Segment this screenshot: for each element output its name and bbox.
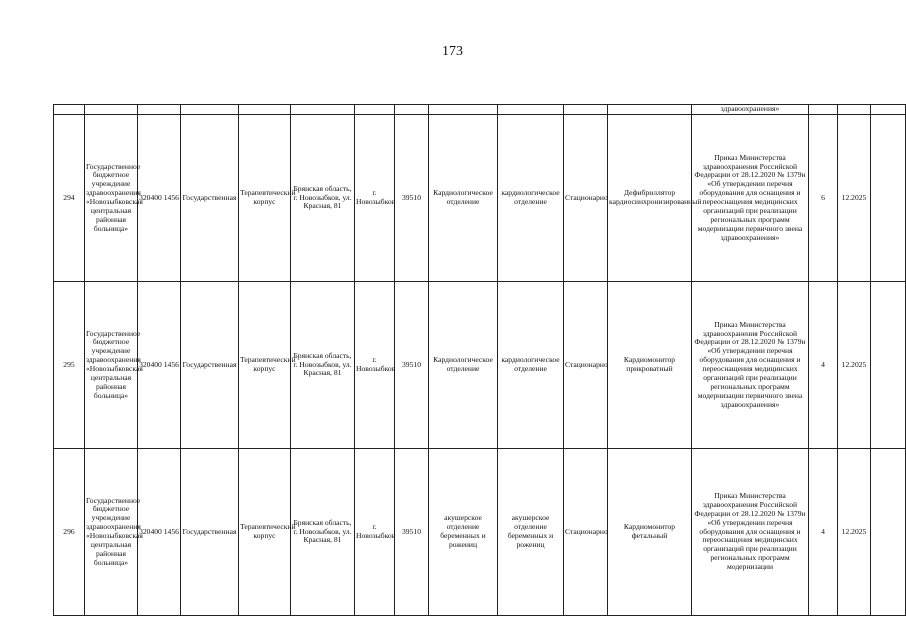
building-cell: Терапевтический корпус [239,282,291,449]
table-cell [871,105,906,115]
table-row [54,449,906,616]
profile-cell: кардиологическое отделение [498,115,564,282]
ownership-cell: Государственная [181,115,239,282]
page-number: 173 [442,44,463,59]
table-cell [181,105,239,115]
table-row [54,115,906,282]
zip-cell: 39510 [395,449,429,616]
institution-cell: Государственное бюджетное учреждение здравоохранения «Новозыбковская центральная районная больница» [85,449,138,616]
table-cell [429,105,498,115]
table-cell [809,105,838,115]
quantity-cell: 4 [809,449,838,616]
equipment-cell: Дефибриллятор кардиосинхронизированный [608,115,692,282]
table-row-continuation [54,105,906,115]
table-cell [608,105,692,115]
date-cell: 12.2025 [838,282,871,449]
address-cell: Брянская область, г. Новозыбков, ул. Красная, 81 [291,449,355,616]
city-cell: г. Новозыбков [355,115,395,282]
table-cell [871,282,906,449]
ownership-cell: Государственная [181,449,239,616]
equipment-cell: Кардиомонитор фетальный [608,449,692,616]
department-cell: акушерское отделение беременных и рожениц [429,449,498,616]
zip-cell: 39510 [395,115,429,282]
code-cell: 320400 1456 [138,449,181,616]
care-cell: Стационарно [564,449,608,616]
table-cell [355,105,395,115]
code-cell: 320400 1456 [138,115,181,282]
zip-cell: 39510 [395,282,429,449]
address-cell: Брянская область, г. Новозыбков, ул. Красная, 81 [291,115,355,282]
table-cell [54,105,85,115]
row-number: 294 [54,115,85,282]
table-cell [871,115,906,282]
ownership-cell: Государственная [181,282,239,449]
table-cell [239,105,291,115]
institution-cell: Государственное бюджетное учреждение здравоохранения «Новозыбковская центральная районная больница» [85,282,138,449]
order-cell: здравоохранения» [692,105,809,115]
date-cell: 12.2025 [838,115,871,282]
table-row [54,282,906,449]
equipment-table [53,104,906,616]
code-cell: 320400 1456 [138,282,181,449]
quantity-cell: 6 [809,115,838,282]
table-cell [395,105,429,115]
city-cell: г. Новозыбков [355,282,395,449]
care-cell: Стационарно [564,282,608,449]
building-cell: Терапевтический корпус [239,449,291,616]
table-cell [85,105,138,115]
quantity-cell: 4 [809,282,838,449]
care-cell: Стационарно [564,115,608,282]
profile-cell: акушерское отделение беременных и рожениц [498,449,564,616]
profile-cell: кардиологическое отделение [498,282,564,449]
table-cell [138,105,181,115]
table-cell [291,105,355,115]
table-cell [564,105,608,115]
department-cell: Кардиологическое отделение [429,282,498,449]
date-cell: 12.2025 [838,449,871,616]
order-cell: Приказ Министерства здравоохранения Российской Федерации от 28.12.2020 № 1379н «Об утверждении перечня оборудования для оснащения и переоснащения медицинских организаций при реализации региональных программ модернизации первичного звена здравоохранения» [692,282,809,449]
city-cell: г. Новозыбков [355,449,395,616]
department-cell: Кардиологическое отделение [429,115,498,282]
order-cell: Приказ Министерства здравоохранения Российской Федерации от 28.12.2020 № 1379н «Об утверждении перечня оборудования для оснащения и переоснащения медицинских организаций при реализации региональных программ модернизации первичного звена здравоохранения» [692,115,809,282]
row-number: 295 [54,282,85,449]
institution-cell: Государственное бюджетное учреждение здравоохранения «Новозыбковская центральная районная больница» [85,115,138,282]
table-cell [498,105,564,115]
equipment-cell: Кардиомонитор прикроватный [608,282,692,449]
building-cell: Терапевтический корпус [239,115,291,282]
row-number: 296 [54,449,85,616]
table-cell [838,105,871,115]
address-cell: Брянская область, г. Новозыбков, ул. Красная, 81 [291,282,355,449]
table-cell [871,449,906,616]
order-cell: Приказ Министерства здравоохранения Российской Федерации от 28.12.2020 № 1379н «Об утверждении перечня оборудования для оснащения и переоснащения медицинских организаций при реализации региональных программ модернизации [692,449,809,616]
